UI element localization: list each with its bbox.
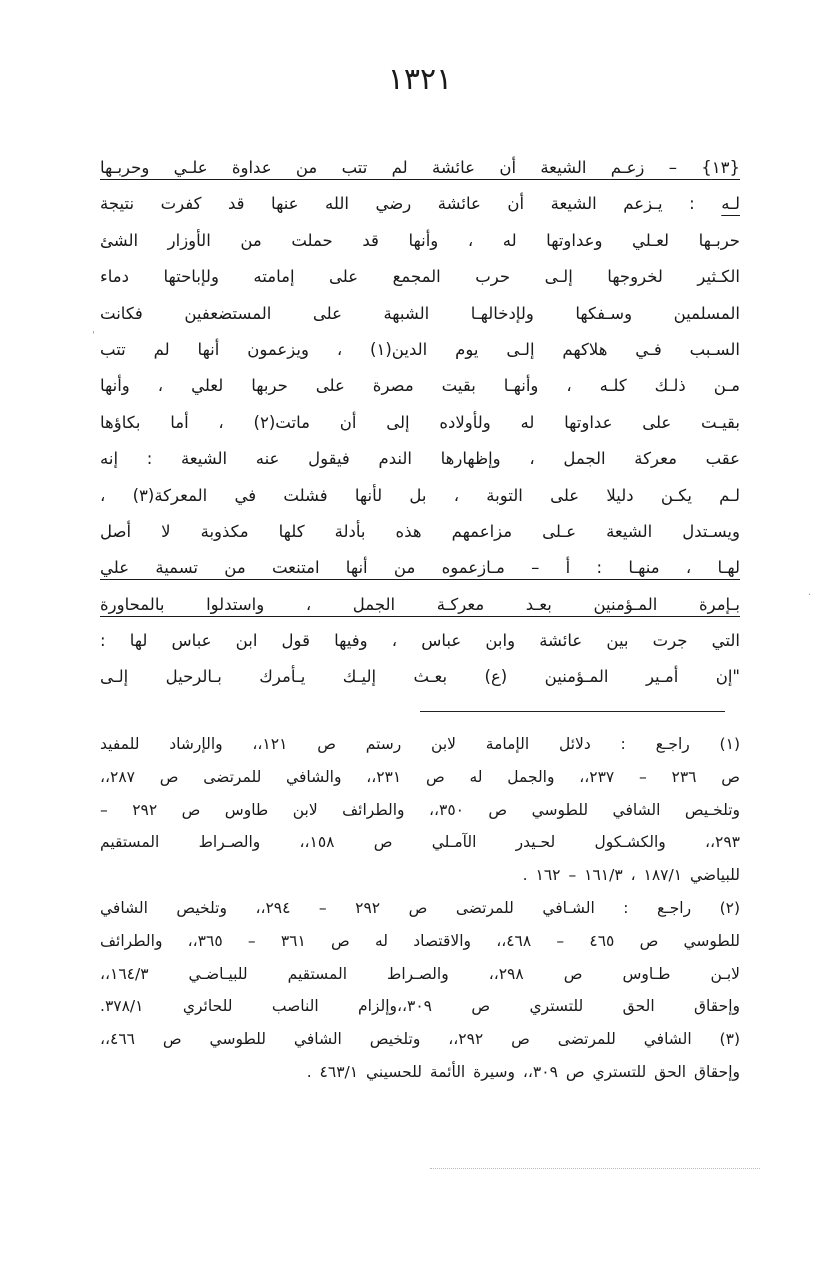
heading-continuation: لـه: [721, 194, 740, 214]
text-line: بقيـت على عداوتها له ولأولاده إلى أن ماتت(٢) ، أما بكاؤها: [100, 412, 740, 432]
footnote-line: ٢٩٣،، والكشـكول لحـيدر الآمـلي ص ١٥٨،، والصـراط المستقيم: [100, 833, 740, 852]
scan-speck: ': [92, 330, 95, 341]
footnote-divider: [420, 711, 725, 712]
footnote-line: (١) راجـع : دلائل الإمامة لابن رستم ص ١٢١،، والإرشاد للمفيد: [100, 735, 740, 753]
footnote-line: (٣) الشافي للمرتضى ص ٢٩٢،، وتلخيص الشافي للطوسي ص ٤٦٦،،: [100, 1030, 740, 1049]
footnote-line: وإحقاق الحق للتستري ص ٣٠٩،،وإلزام الناصب للحائري ٣٧٨/١.: [100, 997, 740, 1016]
text-line: التي جرت بين عائشة وابن عباس ، وفيها قول ابن عباس لها :: [100, 631, 740, 651]
text-line-underlined: لهـا ، منهـا : أ – مـازعموه من أنها امتنعت من تسمية علي: [100, 558, 740, 578]
footnote-line: وتلخـيص الشافي للطوسي ص ٣٥٠،، والطرائف لابن طاوس ص ٢٩٢ –: [100, 800, 740, 819]
text-line-rest: : يـزعم الشيعة أن عائشة رضي الله عنها قد كفرت نتيجة: [100, 194, 722, 214]
footnote-line: للطوسي ص ٤٦٥ – ٤٦٨،، والاقتصاد له ص ٣٦١ – ٣٦٥،، والطرائف: [100, 931, 740, 950]
section-heading-line: {١٣} – زعـم الشيعة أن عائشة لم تتب من عداوة علـي وحربـها: [100, 158, 740, 177]
footnote-line: وإحقاق الحق للتستري ص ٣٠٩،، وسيرة الأئمة للحسيني ٤٦٣/١ .: [306, 1062, 740, 1081]
footnote-line: لابـن طـاوس ص ٢٩٨،، والصـراط المستقيم للبيـاضـي ١٦٤/٣،،: [100, 964, 740, 983]
text-line: مـن ذلـك كلـه ، وأنهـا بقيت مصرة على حربها لعلي ، وأنها: [100, 376, 740, 396]
text-line: السـبب فـي هلاكهم إلـى يوم الدين(١) ، ويزعمون أنها لم تتب: [100, 339, 740, 359]
scan-artifact-line: [430, 1168, 760, 1169]
footnote-line: ص ٢٣٦ – ٢٣٧،، والجمل له ص ٢٣١،، والشافي للمرتضى ص ٢٨٧،،: [100, 767, 740, 786]
text-line-underlined: بـإمرة المـؤمنين بعـد معركـة الجمل ، واستدلوا بالمحاورة: [100, 594, 740, 614]
text-line: [100, 186, 740, 222]
page-number: ١٣٢١: [387, 62, 453, 97]
text-line: المسلمين وسـفكها ولإدخالهـا الشبهة على المستضعفين فكانت: [100, 303, 740, 323]
footnote-line: للبياضي ١٨٧/١ ، ١٦١/٣ – ١٦٢ .: [522, 866, 740, 885]
text-line: "إن أمـير المـؤمنين (ع) بعـث إليـك يـأمرك بـالرحيل إلـى: [100, 667, 740, 687]
text-line: الكـثير لخروجها إلـى حرب المجمع على إمامته ولإباحتها دماء: [100, 267, 740, 287]
main-text: [100, 150, 740, 696]
text-line: حربـها لعـلي وعداوتها له ، وأنها قد حملت من الأوزار الشئ: [100, 230, 740, 250]
footnotes: [100, 728, 740, 1089]
text-line: ويسـتدل الشيعة عـلى مزاعمهم هذه بأدلة كلها مكذوبة لا أصل: [100, 521, 740, 541]
footnote-line: (٢) راجـع : الشـافي للمرتضى ص ٢٩٢ – ٢٩٤،، وتلخيص الشافي: [100, 898, 740, 917]
text-line: لـم يكـن دليلا على التوبة ، بل لأنها فشلت في المعركة(٣) ،: [100, 485, 740, 505]
scan-speck: ·: [808, 590, 812, 601]
text-line: عقب معركة الجمل ، وإظهارها الندم فيقول عنه الشيعة : إنه: [100, 449, 740, 469]
